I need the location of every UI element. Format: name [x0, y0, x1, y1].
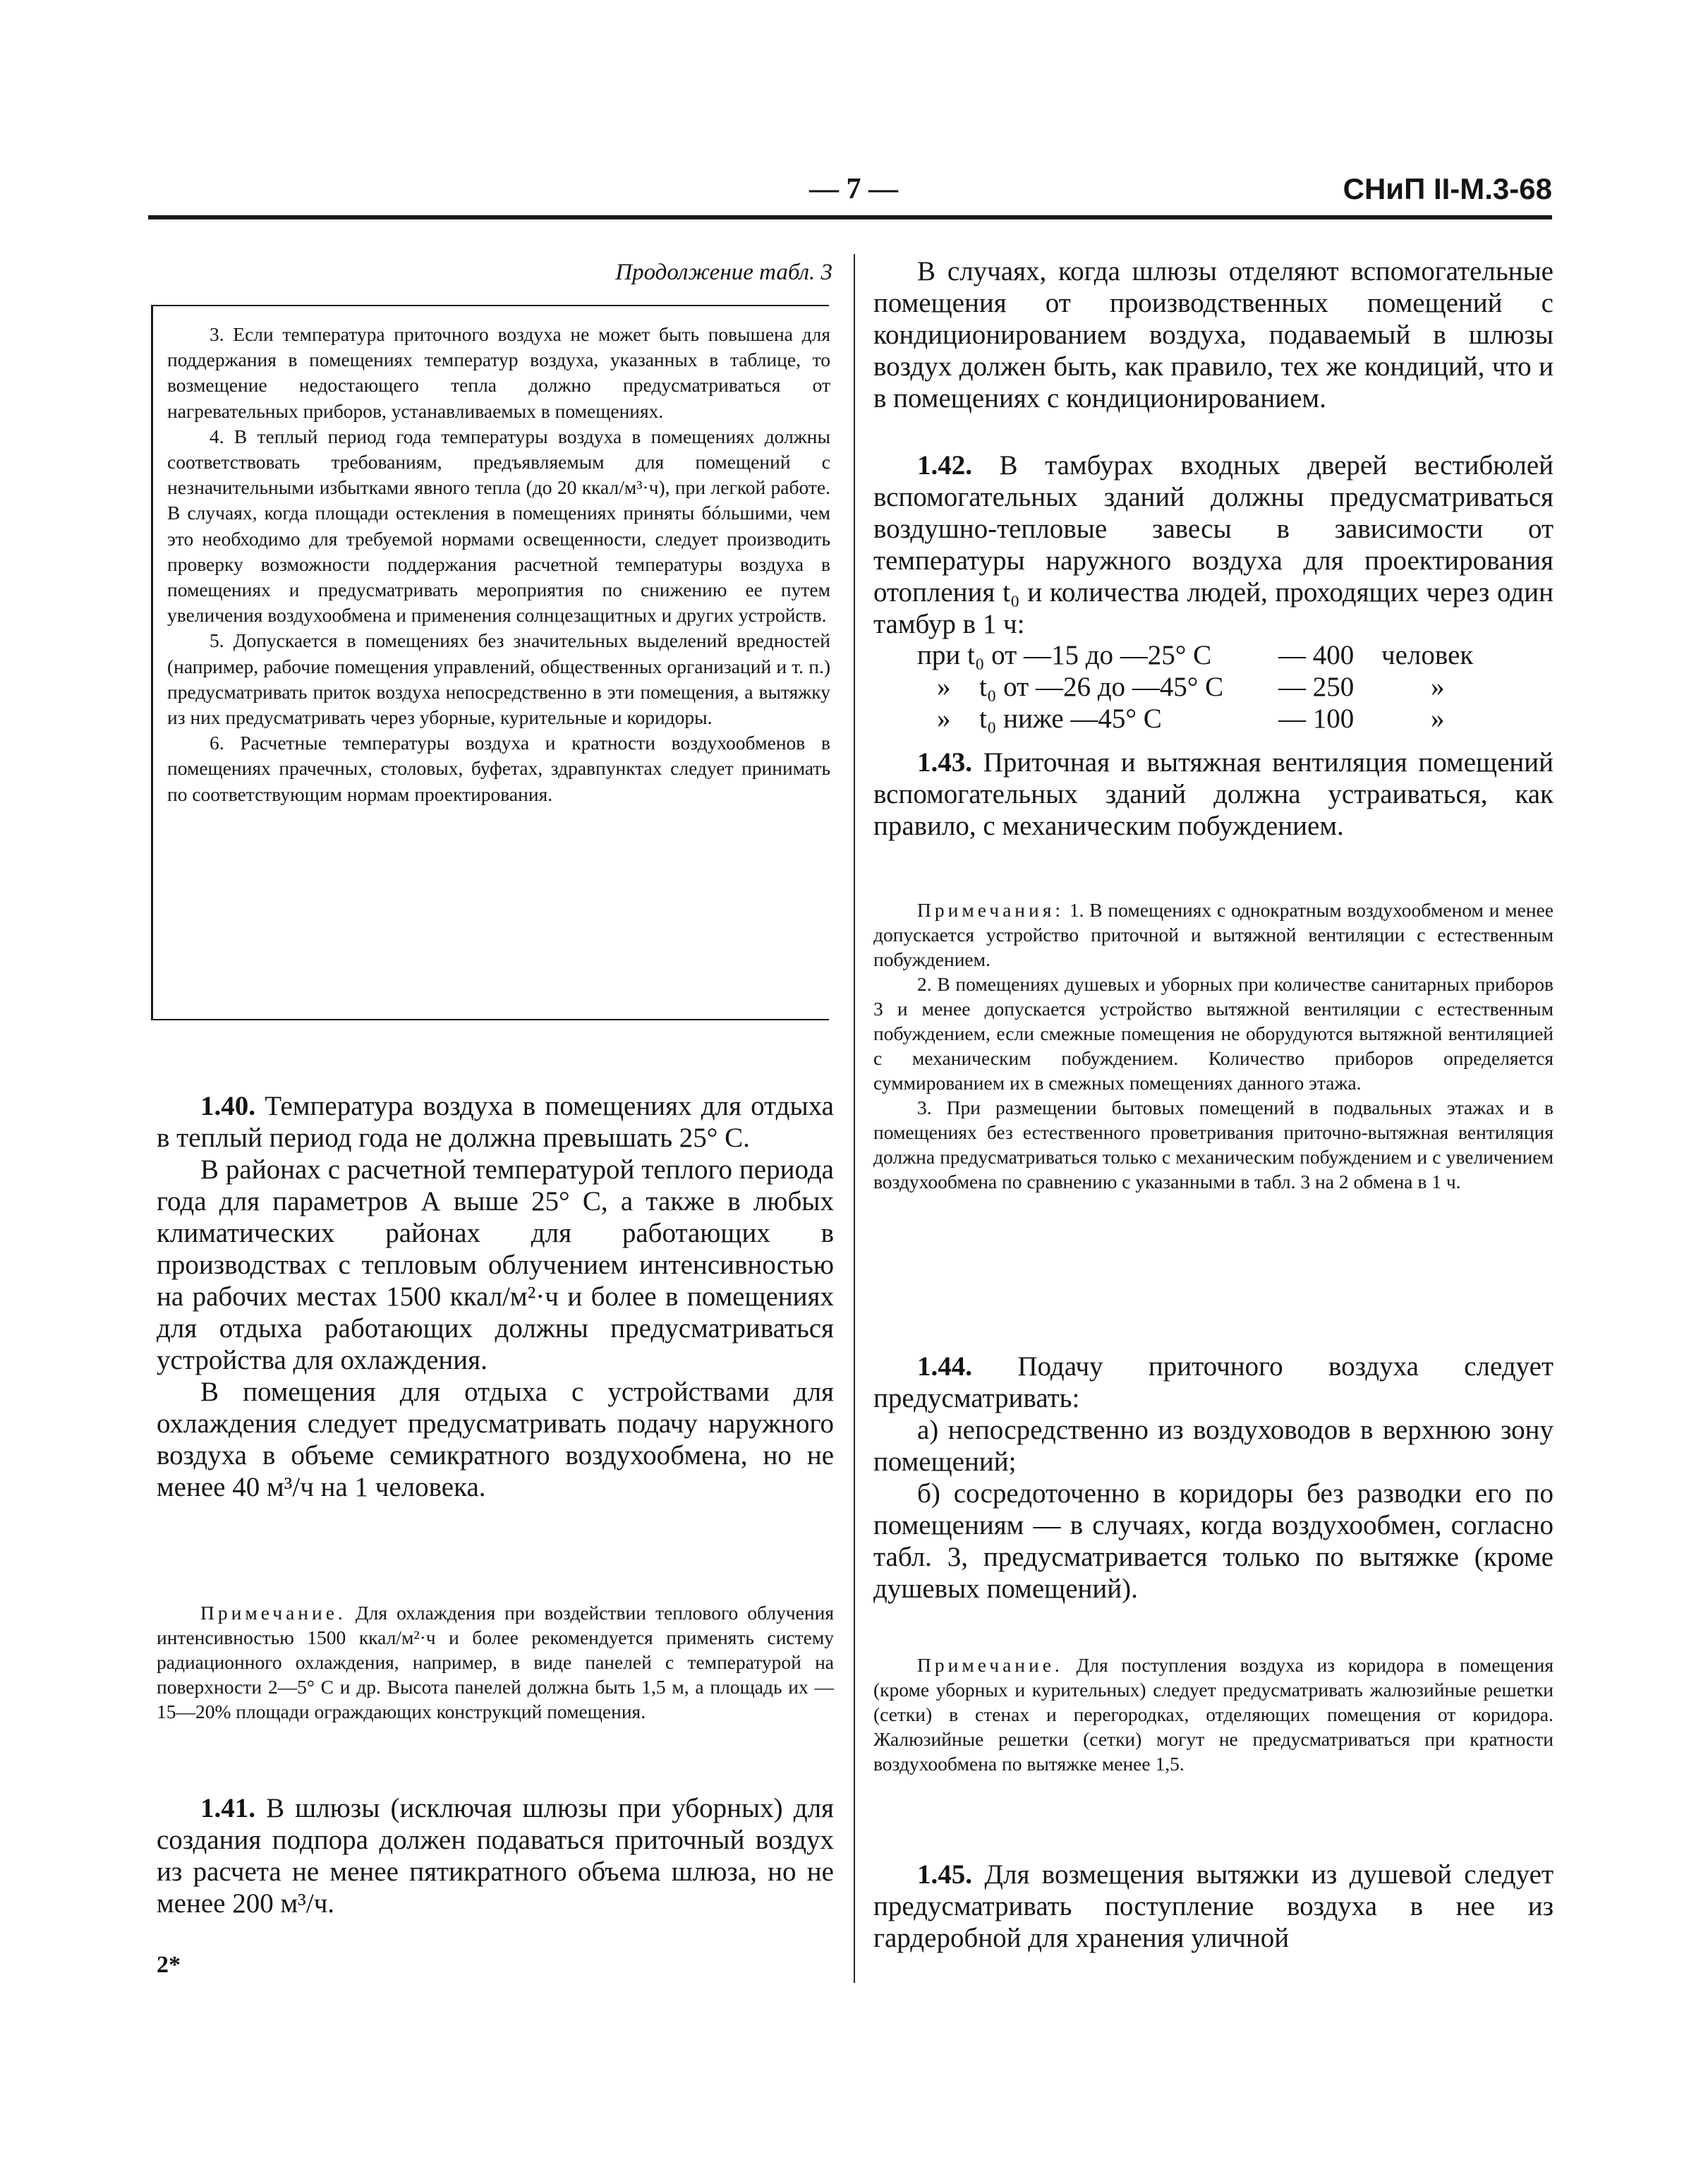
- section-1-44-item-b: б) сосредоточенно в коридоры без разводки его по помещениям — в случаях, когда воздухообмен, согласно табл. 3, предусматривается только по вытяжке (кроме душевых помещений).: [873, 1478, 1553, 1604]
- section-1-40-p2: В районах с расчетной температурой теплого периода года для параметров А выше 25° С, а также в любых климатических районах для работающих в производствах с тепловым облучением интенсивностью на рабочих местах 1500 ккал/м²·ч и более в помещениях для отдыха работающих должны предусматриваться устройства для охлаждения.: [157, 1154, 834, 1375]
- page-number: — 7 —: [809, 173, 898, 205]
- section-1-40-p1: 1.40. Температура воздуха в помещениях для отдыха в теплый период года не должна превышать 25° С.: [157, 1091, 834, 1153]
- page-signature-mark: 2*: [157, 1952, 181, 1978]
- notes-label: Примечания:: [917, 899, 1065, 921]
- temp-row: при t₀ от —15 до —25° С — 400 человек: [917, 640, 1474, 670]
- section-number: 1.44.: [917, 1351, 972, 1382]
- note-label: Примечание.: [917, 1654, 1063, 1676]
- section-number: 1.42.: [917, 450, 972, 481]
- section-number: 1.41.: [200, 1793, 255, 1823]
- note-label: Примечание.: [200, 1602, 346, 1624]
- section-number: 1.40.: [200, 1091, 255, 1121]
- table-note-5: 5. Допускается в помещениях без значительных выделений вредностей (например, рабочие помещения управлений, общественных организаций и т. п.) предусматривать приток воздуха непосредственно в эти помещения, а вытяжку из них предусматривать через уборные, курительные и коридоры.: [167, 629, 830, 729]
- table-note-3: 3. Если температура приточного воздуха не может быть повышена для поддержания в помещениях температур воздуха, указанных в таблице, то возмещение недостающего тепла должно предусматриваться от нагревательных приборов, устанавливаемых в помещениях.: [167, 323, 830, 422]
- table-notes: [167, 322, 830, 807]
- table-note-6: 6. Расчетные температуры воздуха и кратности воздухообменов в помещениях прачечных, столовых, буфетах, здравпунктах следует принимать по соответствующим нормам проектирования.: [167, 732, 830, 805]
- section-1-41: 1.41. В шлюзы (исключая шлюзы при уборных) для создания подпора должен подаваться приточный воздух из расчета не менее пятикратного объема шлюза, но не менее 200 м³/ч.: [157, 1793, 834, 1919]
- section-1-40-p3: В помещения для отдыха с устройствами для охлаждения следует предусматривать подачу наружного воздуха в объеме семикратного воздухообмена, но не менее 40 м³/ч на 1 человека.: [157, 1377, 834, 1502]
- section-number: 1.45.: [917, 1859, 972, 1890]
- table-note-4: 4. В теплый период года температуры воздуха в помещениях должны соответствовать требованиям, предъявляемым для помещений с незначительными избытками явного тепла (до 20 ккал/м³·ч), при легкой работе. В случаях, когда площади остекления в помещениях приняты бóльшими, чем это необходимо для требуемой нормами освещенности, следует производить проверку возможности поддержания расчетной температуры воздуха в помещениях и предусматривать мероприятия по снижению ее путем увеличения воздухообмена и применения солнцезащитных и других устройств.: [167, 425, 830, 627]
- section-1-44-item-a: а) непосредственно из воздуховодов в верхнюю зону помещений;: [873, 1415, 1553, 1477]
- section-1-43: 1.43. Приточная и вытяжная вентиляция помещений вспомогательных зданий должна устраиваться, как правило, с механическим побуждением.: [873, 747, 1553, 841]
- section-1-42: 1.42. В тамбурах входных дверей вестибюлей вспомогательных зданий должны предусматриваться воздушно-тепловые завесы в зависимости от температуры наружного воздуха для проектирования отопления t₀ и количества людей, проходящих через один тамбур в 1 ч:: [873, 450, 1553, 639]
- section-1-40: [157, 1090, 834, 1503]
- temp-row: » t₀ ниже —45° С — 100 »: [937, 704, 1445, 734]
- section-1-44-note: Примечание. Для поступления воздуха из коридора в помещения (кроме уборных и курительных) следует предусматривать жалюзийные решетки (сетки) в стенах и перегородках, отделяющих помещения от коридора. Жалюзийные решетки (сетки) могут не предусматриваться при кратности воздухообмена по вытяжке менее 1,5.: [873, 1654, 1554, 1775]
- document-code: СНиП II-М.3-68: [1343, 172, 1552, 205]
- temp-row: » t₀ от —26 до —45° С — 250 »: [937, 672, 1445, 702]
- column-divider: [854, 254, 855, 1983]
- table-continuation-label: Продолжение табл. 3: [615, 260, 832, 285]
- section-1-43-notes: Примечания: 1. В помещениях с однократным воздухообменом и менее допускается устройство приточной и вытяжной вентиляции с естественным побуждением. 2. В помещениях душевых и уборных при количестве санитарных приборов 3 и менее допускается устройство вытяжной вентиляции с естественным побуждением, если смежные помещения не оборудуются вытяжной вентиляцией с механическим побуждением. Количество приборов определяется суммированием их в смежных помещениях данного этажа. 3. При размещении бытовых помещений в подвальных этажах и в помещениях без естественного проветривания приточно-вытяжная вентиляция должна предусматриваться только с механическим побуждением и с увеличением воздухообмена по сравнению с указанными в табл. 3 на 2 обмена в 1 ч.: [873, 899, 1554, 1193]
- section-1-45: 1.45. Для возмещения вытяжки из душевой следует предусматривать поступление воздуха в нее из гардеробной для хранения уличной: [873, 1859, 1553, 1953]
- header-rule: [148, 215, 1552, 219]
- section-number: 1.43.: [917, 747, 972, 778]
- table-notes-box: [151, 305, 829, 1020]
- section-1-40-note: Примечание. Для охлаждения при воздействии теплового облучения интенсивностью 1500 ккал/м²·ч и более рекомендуется применять систему радиационного охлаждения, например, в виде панелей с температурой на поверхности 2—5° С и др. Высота панелей должна быть 1,5 м, а площадь их — 15—20% площади ограждающих конструкций помещения.: [157, 1602, 835, 1722]
- door-curtain-table: [873, 639, 1553, 735]
- right-intro: В случаях, когда шлюзы отделяют вспомогательные помещения от производственных помещений с кондиционированием воздуха, подаваемый в шлюзы воздух должен быть, как правило, тех же кондиций, что и в помещениях с кондиционированием.: [873, 256, 1553, 414]
- section-1-44: 1.44. Подачу приточного воздуха следует предусматривать: а) непосредственно из воздуховодов в верхнюю зону помещений; б) сосредоточенно в коридоры без разводки его по помещениям — в случаях, когда воздухообмен, согласно табл. 3, предусматривается только по вытяжке (кроме душевых помещений).: [873, 1351, 1553, 1604]
